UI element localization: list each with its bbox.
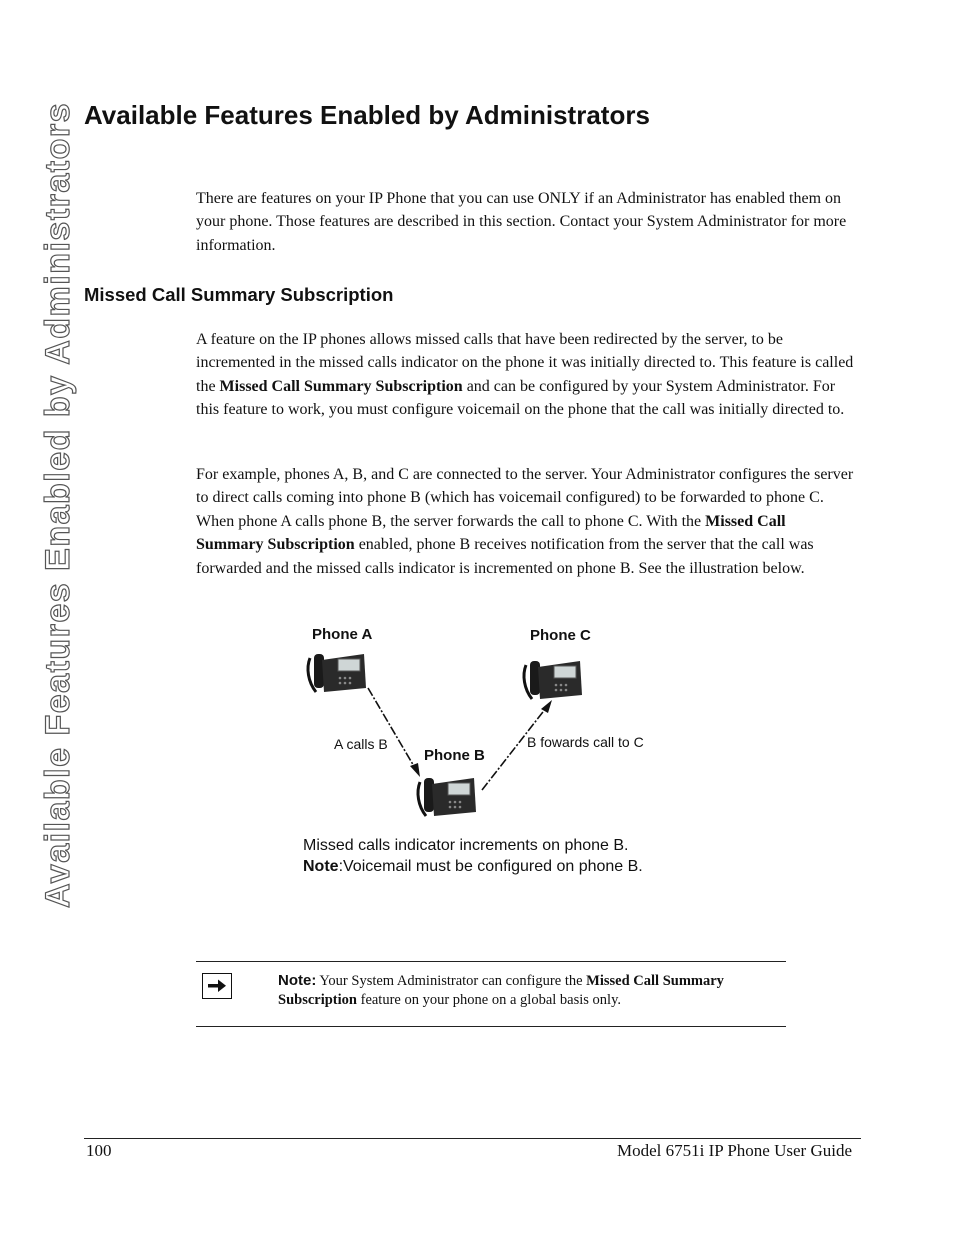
guide-title: Model 6751i IP Phone User Guide xyxy=(617,1141,852,1160)
page-number: 100 xyxy=(86,1141,112,1160)
intro-paragraph: There are features on your IP Phone that you can use ONLY if an Administrator has enabled them on your phone. Those features are described in this section. Contact your System Administrator for more information. xyxy=(196,190,847,254)
figure-note: Note:Voicemail must be configured on phone B. xyxy=(303,858,643,875)
b-to-c-arrowhead xyxy=(541,700,552,713)
note-box xyxy=(196,961,786,1027)
b-forwards-label: B fowards call to C xyxy=(527,734,644,750)
section-paragraph-2: For example, phones A, B, and C are connected to the server. Your Administrator configures the server to direct calls coming into phone B (which has voicemail configured) to be forwarded to phone C. When phone A calls phone B, the server forwards the call to phone C. With the Missed Call Summary Subscription enabled, phone B receives notification from the server that the call was forwarded and the missed calls indicator is incremented on phone B. See the illustration below. xyxy=(196,466,854,577)
arrow-right-icon xyxy=(202,973,232,999)
a-to-b-arrow xyxy=(368,688,415,768)
a-calls-b-label: A calls B xyxy=(334,736,388,752)
phone-b-label: Phone B xyxy=(424,747,485,764)
figure-caption: Missed calls indicator increments on phone B. xyxy=(303,837,629,854)
side-tab-title: Available Features Enabled by Administrators xyxy=(39,101,77,908)
feature-name: Missed Call Summary Subscription xyxy=(219,377,463,395)
b-to-c-arrow xyxy=(482,708,546,790)
section-paragraph-1: A feature on the IP phones allows missed calls that have been redirected by the server, to be incremented in the missed calls indicator on the phone it was initially directed to. This feature is called the Missed Call Summary Subscription and can be configured by your System Administrator. For this feature to work, you must configure voicemail on the phone that the call was initially directed to. xyxy=(196,331,854,419)
note-text: Note: Your System Administrator can configure the Missed Call Summary Subscription feature on your phone on a global basis only. xyxy=(278,972,724,1008)
footer-divider xyxy=(84,1138,861,1139)
section-title: Missed Call Summary Subscription xyxy=(84,284,394,305)
page-title: Available Features Enabled by Administrators xyxy=(84,100,650,130)
feature-name: Missed Call Summary Subscription xyxy=(196,512,786,554)
phone-a-label: Phone A xyxy=(312,626,373,643)
a-to-b-arrowhead xyxy=(410,763,420,777)
phone-c-label: Phone C xyxy=(530,627,591,644)
